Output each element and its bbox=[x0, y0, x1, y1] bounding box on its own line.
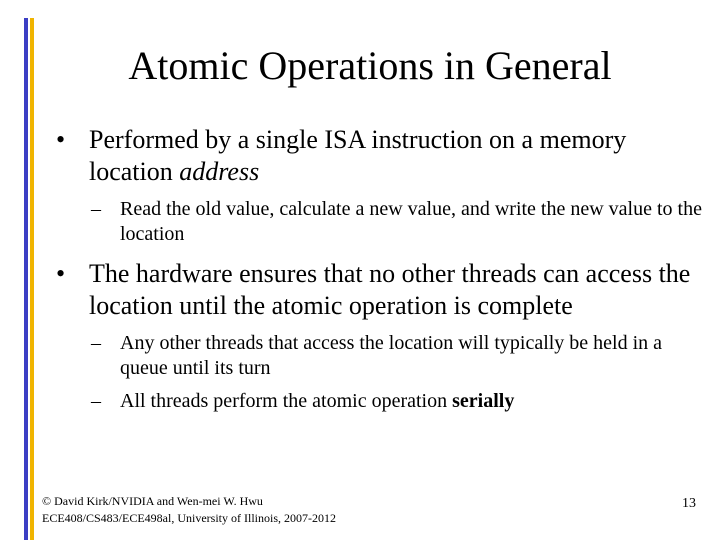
sub-bullet-item bbox=[56, 389, 706, 414]
left-accent-bar-gold bbox=[30, 18, 34, 540]
bullet-item bbox=[56, 258, 706, 322]
sub-bullet-dash: – bbox=[91, 390, 101, 412]
slide-title: Atomic Operations in General bbox=[128, 43, 612, 88]
bullet-text-italic: address bbox=[179, 157, 260, 186]
left-accent-bar-blue bbox=[24, 18, 28, 540]
sub-bullet-item bbox=[56, 331, 706, 381]
bullet-text: Performed by a single ISA instruction on a memory location bbox=[89, 125, 627, 186]
bullet-item bbox=[56, 124, 706, 188]
page-number: 13 bbox=[682, 496, 696, 511]
footer-line-2: ECE408/CS483/ECE498al, University of Illinois, 2007-2012 bbox=[42, 511, 336, 525]
sub-bullet-text: All threads perform the atomic operation bbox=[120, 390, 453, 412]
footer-copyright bbox=[42, 493, 336, 527]
bullet-dot: • bbox=[56, 259, 66, 288]
sub-bullet-text: Read the old value, calculate a new value, and write the new value to the location bbox=[120, 198, 702, 245]
slide-body bbox=[56, 124, 706, 414]
sub-bullet-text: Any other threads that access the location will typically be held in a queue until its turn bbox=[120, 332, 663, 379]
bullet-dot: • bbox=[56, 125, 66, 154]
footer-line-1: © David Kirk/NVIDIA and Wen-mei W. Hwu bbox=[42, 494, 263, 508]
sub-bullet-text-bold: serially bbox=[452, 390, 515, 412]
sub-bullet-dash: – bbox=[91, 332, 101, 354]
sub-bullet-dash: – bbox=[91, 198, 101, 220]
bullet-text: The hardware ensures that no other threads can access the location until the atomic operation is complete bbox=[89, 259, 691, 320]
sub-bullet-item bbox=[56, 197, 706, 247]
